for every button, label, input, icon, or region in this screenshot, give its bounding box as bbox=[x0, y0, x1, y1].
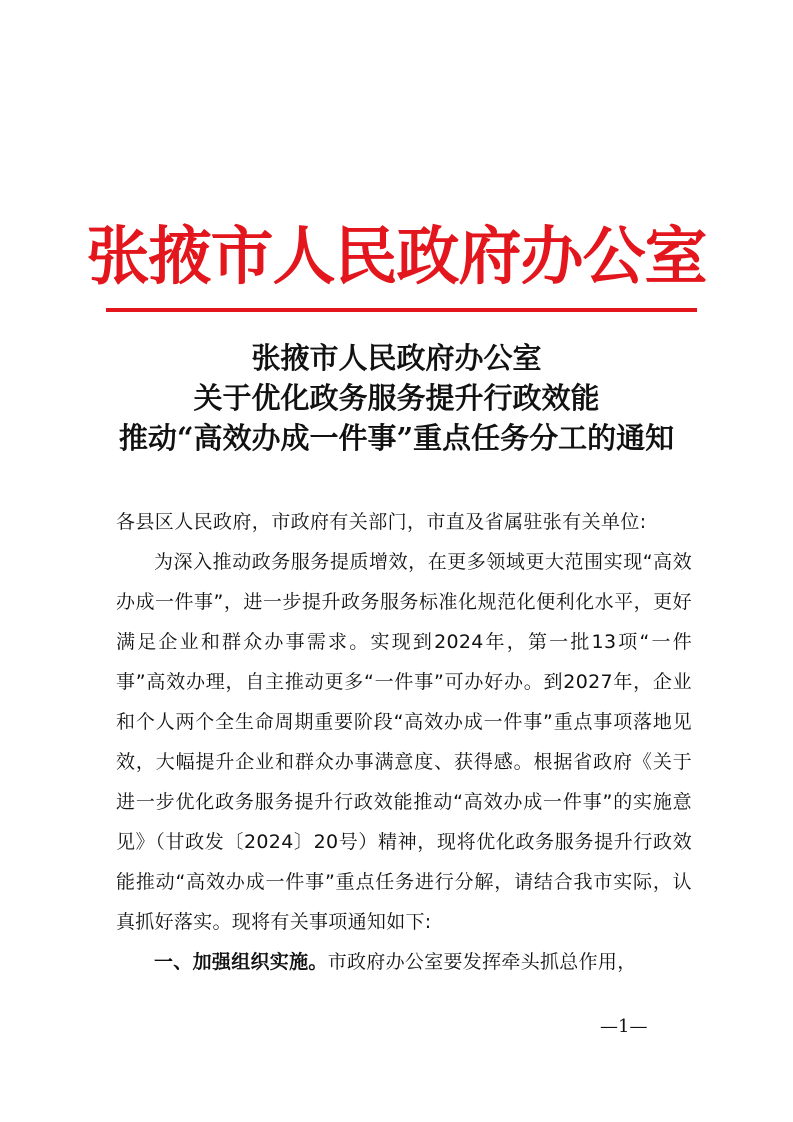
section-paragraph bbox=[116, 942, 692, 982]
document-body bbox=[116, 502, 692, 982]
page-number: —1— bbox=[600, 1016, 648, 1037]
body-paragraph: 为深入推动政务服务提质增效，在更多领域更大范围实现“高效办成一件事”，进一步提升政务服务标准化规范化便利化水平，更好满足企业和群众办事需求。实现到2024年，第一批13项“一件事”高效办理，自主推动更多“一件事”可办好办。到2027年，企业和个人两个全生命周期重要阶段“高效办成一件事”重点事项落地见效，大幅提升企业和群众办事满意度、获得感。根据省政府《关于进一步优化政务服务提升行政效能推动“高效办成一件事”的实施意见》（甘政发〔2024〕20号）精神，现将优化政务服务提升行政效能推动“高效办成一件事”重点任务进行分解，请结合我市实际，认真抓好落实。现将有关事项通知如下: bbox=[116, 551, 692, 933]
section-text: 市政府办公室要发挥牵头抓总作用， bbox=[327, 951, 637, 973]
title-line-2: 关于优化政务服务提升行政效能 bbox=[193, 381, 600, 415]
document-title bbox=[0, 338, 793, 458]
title-line-1: 张掖市人民政府办公室 bbox=[251, 341, 542, 375]
title-line-3: 推动“高效办成一件事”重点任务分工的通知 bbox=[118, 421, 675, 455]
issuer-masthead: 张掖市人民政府办公室 bbox=[86, 219, 707, 293]
section-heading: 一、加强组织实施。 bbox=[154, 951, 328, 973]
masthead-red-rule bbox=[106, 308, 697, 312]
salutation: 各县区人民政府，市政府有关部门，市直及省属驻张有关单位: bbox=[116, 511, 647, 533]
